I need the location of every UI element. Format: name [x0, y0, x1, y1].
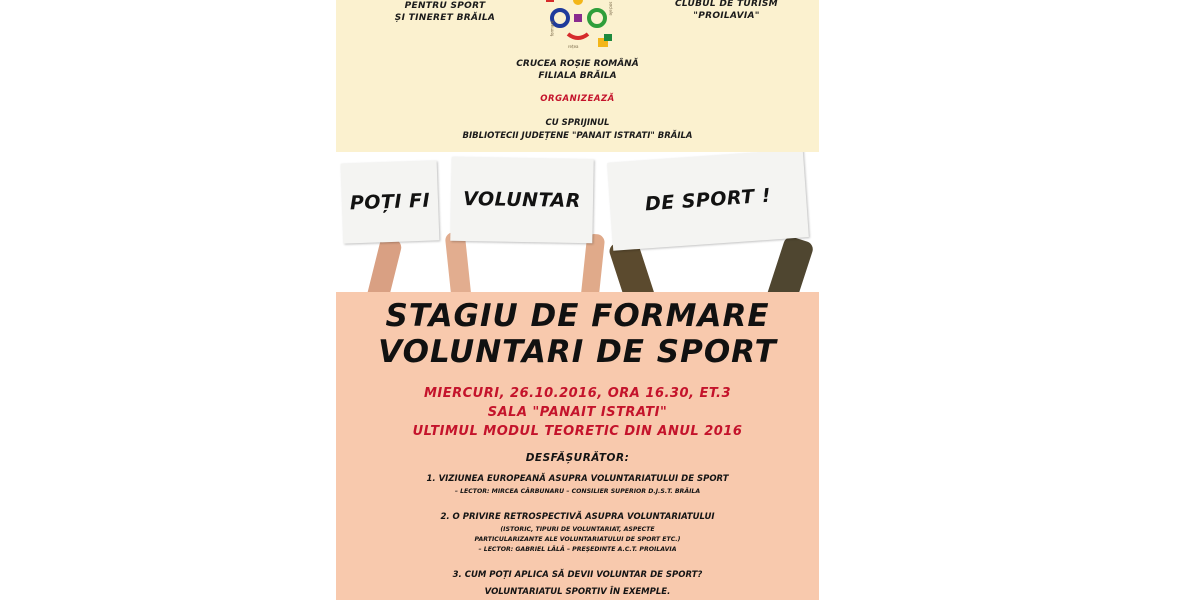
sign-voluntar [450, 157, 593, 243]
support-line2: BIBLIOTECII JUDEȚENE "PANAIT ISTRATI" BRĂILA [462, 131, 693, 141]
organizer-right-line2: "PROILAVIA" [693, 11, 760, 21]
organizer-right-line1: CLUBUL DE TURISM [675, 0, 778, 9]
event-details [336, 292, 819, 600]
partner-logo [542, 0, 620, 54]
event-module-note: ULTIMUL MODUL TEORETIC DIN ANUL 2016 [412, 424, 743, 439]
sign-text-1: POȚI FI [349, 189, 431, 215]
agenda-item-2-line3: – LECTOR: GABRIEL LĂLĂ – PREȘEDINTE A.C.T. PROILAVIA [478, 546, 677, 553]
event-title-line2: VOLUNTARI DE SPORT [378, 334, 777, 370]
support-line1: CU SPRIJINUL [545, 118, 610, 128]
agenda-item-2-line1: (ISTORIC, TIPURI DE VOLUNTARIAT, ASPECTE [500, 526, 655, 533]
organizes-label: ORGANIZEAZĂ [540, 94, 615, 104]
red-cross-line1: CRUCEA ROȘIE ROMÂNĂ [516, 59, 639, 69]
organizer-red-cross [486, 58, 669, 82]
support-text [396, 117, 759, 143]
sign-de-sport [607, 152, 809, 251]
organizer-right [654, 0, 799, 22]
event-date-time: MIERCURI, 26.10.2016, ORA 16.30, ET.3 [423, 386, 732, 401]
red-cross-line2: FILIALA BRĂILA [538, 71, 617, 81]
agenda-heading: DESFĂȘURĂTOR: [525, 452, 630, 464]
organizer-left-line1: PENTRU SPORT [404, 1, 486, 11]
sign-text-2: VOLUNTAR [462, 187, 582, 213]
sign-text-3: DE SPORT ! [644, 184, 772, 216]
event-location: SALA "PANAIT ISTRATI" [487, 405, 668, 420]
arm-1 [367, 236, 403, 292]
agenda-item-2-title: 2. O PRIVIRE RETROSPECTIVĂ ASUPRA VOLUNTARIATULUI [440, 512, 715, 522]
agenda-item-1-line1: – LECTOR: MIRCEA CĂRBUNARU – CONSILIER SUPERIOR D.J.S.T. BRĂILA [454, 488, 701, 495]
organizers-band [336, 0, 819, 152]
logo-label-formare: formare [549, 20, 555, 37]
event-poster [336, 0, 819, 600]
logo-label-sociale: sociale [608, 1, 614, 16]
sign-poti-fi [341, 160, 440, 243]
agenda-item-3-title: 3. CUM POȚI APLICA SĂ DEVII VOLUNTAR DE SPORT? [452, 570, 703, 580]
organizer-left [370, 0, 520, 24]
organizer-left-line2: ȘI TINERET BRĂILA [394, 13, 496, 23]
agenda-item-3-line1: VOLUNTARIATUL SPORTIV ÎN EXEMPLE. [484, 587, 671, 597]
arm-5 [767, 235, 815, 292]
volunteer-signs-photo [336, 152, 819, 292]
logo-label-retea: rețea [568, 44, 579, 49]
agenda-item-1-title: 1. VIZIUNEA EUROPEANĂ ASUPRA VOLUNTARIATULUI DE SPORT [426, 474, 729, 484]
event-title-line1: STAGIU DE FORMARE [385, 298, 770, 334]
agenda-item-2-line2: PARTICULARIZANTE ALE VOLUNTARIATULUI DE SPORT ETC.) [474, 536, 681, 543]
